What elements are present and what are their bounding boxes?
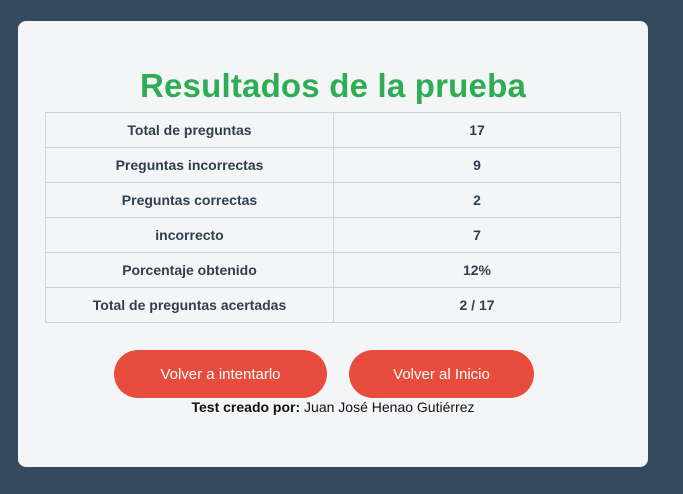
row-label-incorrect: Preguntas incorrectas — [46, 148, 334, 183]
credit-author: Juan José Henao Gutiérrez — [304, 399, 475, 415]
table-row — [46, 183, 621, 218]
row-value-incorrecto: 7 — [334, 218, 621, 253]
row-value-total-correct: 2 / 17 — [334, 288, 621, 323]
row-value-correct: 2 — [334, 183, 621, 218]
row-label-incorrecto: incorrecto — [46, 218, 334, 253]
page-title: Resultados de la prueba — [139, 67, 527, 104]
table-row — [46, 288, 621, 323]
row-value-incorrect: 9 — [334, 148, 621, 183]
credit-label: Test creado por: — [191, 399, 301, 415]
row-label-correct: Preguntas correctas — [46, 183, 334, 218]
row-value-percentage: 12% — [334, 253, 621, 288]
row-label-total: Total de preguntas — [46, 113, 334, 148]
table-row — [46, 253, 621, 288]
credit-line — [18, 399, 648, 415]
row-label-total-correct: Total de preguntas acertadas — [46, 288, 334, 323]
table-row — [46, 218, 621, 253]
row-label-percentage: Porcentaje obtenido — [46, 253, 334, 288]
results-card — [18, 21, 648, 467]
home-button[interactable]: Volver al Inicio — [349, 350, 534, 398]
results-table — [45, 112, 621, 323]
table-row — [46, 148, 621, 183]
table-row — [46, 113, 621, 148]
row-value-total: 17 — [334, 113, 621, 148]
retry-button[interactable]: Volver a intentarlo — [114, 350, 327, 398]
